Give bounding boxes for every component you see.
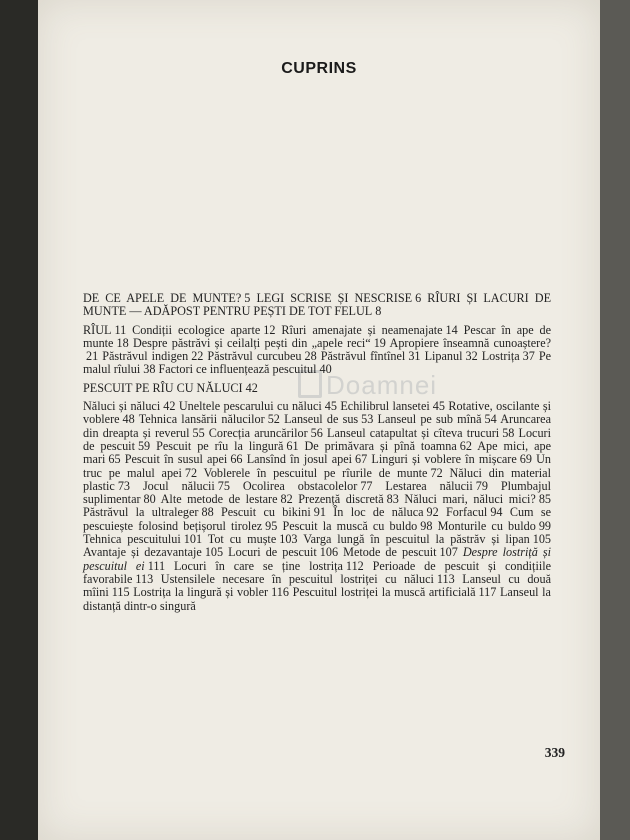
- toc-entry-title: Echilibrul lansetei: [340, 399, 430, 414]
- toc-entry: [83, 545, 223, 559]
- page-title: CUPRINS: [281, 60, 357, 77]
- toc-entry: [293, 492, 399, 506]
- toc-entry-title: Pescuit la muscă cu buldo: [282, 518, 418, 533]
- toc-entry-title: Lanseul cu două mîini: [83, 571, 552, 600]
- toc-entry: [126, 323, 275, 337]
- toc-entry-page: 79: [475, 478, 488, 493]
- toc-entry-page: 45: [324, 399, 337, 414]
- toc-entry-page: 72: [430, 465, 443, 480]
- toc-entry-page: 80: [143, 492, 156, 507]
- toc-entry-page: 95: [265, 518, 278, 533]
- toc-entry-page: 72: [184, 465, 198, 480]
- toc-entry-title: Tot cu muște: [207, 532, 277, 547]
- toc-entry-title: Ocolirea obstacolelor: [242, 478, 358, 493]
- toc-entry-title: RÎUL: [83, 322, 112, 337]
- toc-entry-title: Năluci mari, năluci mici?: [404, 492, 536, 507]
- toc-entry: [83, 323, 126, 337]
- toc-entry-page: 42: [245, 380, 258, 395]
- toc-entry-title: Condiții ecologice aparte: [132, 322, 261, 337]
- toc-entry: [478, 349, 535, 363]
- toc-entry-page: 112: [345, 558, 364, 573]
- toc-entry: [175, 399, 337, 413]
- toc-entry-page: 61: [286, 438, 299, 453]
- toc-entry-page: 55: [192, 425, 205, 440]
- toc-entry-page: 99: [538, 518, 551, 533]
- toc-entry-page: 105: [204, 545, 224, 560]
- toc-entry-page: 22: [191, 349, 204, 364]
- toc-entry: [83, 505, 214, 519]
- toc-entry-title: Lansînd în josul apei: [246, 452, 353, 467]
- toc-entry-page: 82: [280, 492, 293, 507]
- toc-entry-page: 75: [217, 478, 230, 493]
- toc-entry-page: 6: [415, 291, 422, 305]
- toc-entry-title: În loc de năluca: [333, 505, 424, 520]
- toc-entry-title: Pe malul rîului: [83, 349, 552, 377]
- toc-entry-title: Păstrăvul indigen: [102, 349, 189, 364]
- toc-entry-title: Lostrița la lingură și vobler: [133, 585, 269, 600]
- toc-entry-page: 38: [143, 362, 156, 377]
- toc-entry-page: 37: [522, 349, 535, 364]
- toc-entry: [203, 349, 316, 363]
- toc-entry: [399, 492, 551, 506]
- toc-entry: [121, 452, 243, 466]
- toc-entry-page: 77: [360, 478, 373, 493]
- toc-entry-title: Prezență discretă: [298, 492, 384, 507]
- toc-entry: [289, 585, 496, 599]
- toc-entry: [165, 559, 364, 573]
- toc-entry-title: Perioade de pescuit și condițiile favorabile: [83, 558, 552, 586]
- toc-entry-title: Păstrăvul la ultraleger: [83, 505, 199, 520]
- toc-entry-title: Forfacul: [446, 505, 488, 520]
- toc-entry-page: 56: [310, 425, 323, 440]
- toc-entry-title: Păstrăvul curcubeu: [207, 349, 302, 364]
- toc-entry: [373, 479, 488, 493]
- toc-entry-title: Pescuitul lostriței la muscă artificială: [292, 585, 476, 600]
- toc-entry-page: 111: [147, 558, 166, 573]
- toc-entry-page: 48: [122, 412, 135, 427]
- toc-entry-page: 98: [420, 518, 433, 533]
- toc-entry-page: 52: [267, 412, 280, 427]
- toc-entry-page: 83: [386, 492, 399, 507]
- toc-entry: [153, 572, 454, 586]
- toc-entry-title: PESCUIT PE RÎU CU NĂLUCI: [83, 380, 243, 395]
- toc-entry-title: Plumbajul suplimentar: [83, 478, 551, 507]
- toc-entry-page: 54: [484, 412, 497, 427]
- toc-entry-page: 62: [459, 438, 472, 453]
- toc-entry-title: Năluci din material plastic: [83, 465, 551, 493]
- toc-entry-title: Lostrița: [481, 349, 520, 364]
- toc-entry: [155, 362, 331, 376]
- toc-entry-page: 8: [375, 304, 382, 319]
- toc-entry-title: Lipanul: [424, 349, 463, 364]
- toc-entry-page: 19: [373, 335, 386, 350]
- toc-entry-page: 42: [163, 399, 176, 414]
- toc-entry-page: 69: [519, 452, 532, 467]
- toc-entry: [202, 532, 297, 546]
- toc-entry-title: De primăvara și pînă toamna: [304, 438, 457, 453]
- toc-entry-title: Varga lungă în pescuitul la păstrăv și lipan: [303, 532, 530, 547]
- toc-entry-page: 40: [319, 362, 332, 377]
- toc-entry-page: 12: [263, 322, 276, 337]
- toc-entry-page: 5: [244, 291, 251, 305]
- toc-entry: [83, 532, 202, 546]
- toc-entry: [130, 585, 289, 599]
- toc-entry-title: Rotative, oscilante și voblere: [83, 399, 551, 427]
- toc-entry: [421, 349, 478, 363]
- toc-entry-title: Locuri de pescuit: [83, 425, 552, 453]
- toc-entry: [135, 412, 280, 426]
- toc-entry: [326, 505, 439, 519]
- toc-entry: [150, 439, 298, 453]
- toc-entry-title: Alte metode de lestare: [160, 492, 278, 507]
- toc-entry-page: 92: [426, 505, 439, 520]
- toc-entry: [338, 545, 458, 559]
- toc-entry-page: 18: [116, 335, 129, 350]
- toc-entry-title: Ustensilele necesare în pescuitul lostriței cu năluci: [160, 571, 434, 586]
- toc-entry-title: Locuri în care se ține lostrița: [173, 558, 343, 573]
- toc-entry-title: Lanseul catapultat și cîteva trucuri: [327, 425, 500, 440]
- toc-entry-title: Lanseul pe sub mînă: [377, 412, 482, 427]
- toc-entry-page: 116: [271, 585, 289, 600]
- toc-entry-title: Ape mici, ape mari: [83, 438, 552, 467]
- toc-entry: [277, 519, 432, 533]
- toc-entry: [129, 336, 386, 350]
- toc-entry-title: Corecția aruncărilor: [208, 425, 308, 440]
- table-of-contents: [83, 292, 551, 618]
- toc-entry-page: 91: [313, 505, 326, 520]
- toc-entry-title: Pescuit pe rîu la lingură: [156, 438, 284, 453]
- toc-entry: [83, 399, 175, 413]
- toc-entry-page: 101: [183, 532, 203, 547]
- toc-entry-page: 14: [445, 322, 458, 337]
- toc-entry: [243, 452, 368, 466]
- toc-entry-page: 117: [478, 585, 497, 600]
- toc-entry-title: Lestarea nălucii: [385, 478, 473, 493]
- toc-entry: [83, 291, 250, 305]
- toc-entry-title: RÎURI ȘI LACURI DE MUNTE — ADĂPOST PENTRU PEȘTI DE TOT FELUL: [83, 291, 552, 319]
- toc-entry-title: Avantaje și dezavantaje: [83, 545, 202, 560]
- toc-entry: [214, 505, 326, 519]
- toc-entry: [275, 323, 457, 337]
- toc-entry-title: Tehnica lansării nălucilor: [138, 412, 265, 427]
- toc-entry: [230, 479, 373, 493]
- toc-entry-title: Un truc pe malul apei: [83, 452, 552, 480]
- toc-section: [83, 292, 551, 319]
- toc-entry: [432, 519, 551, 533]
- toc-section: [83, 324, 551, 377]
- toc-entry-title: Lanseul de sus: [284, 412, 359, 427]
- toc-entry-page: 32: [465, 349, 478, 364]
- toc-entry: [156, 492, 293, 506]
- toc-entry-page: 88: [201, 505, 214, 520]
- toc-entry-title: Pescuit cu bikini: [220, 505, 311, 520]
- toc-entry-title: Tehnica pescuitului: [83, 532, 181, 547]
- toc-entry-page: 115: [111, 585, 130, 600]
- toc-entry: [130, 479, 230, 493]
- toc-entry-page: 65: [108, 452, 121, 467]
- toc-entry-page: 107: [439, 545, 458, 560]
- toc-entry-title: Năluci și năluci: [83, 399, 161, 414]
- toc-entry: [223, 545, 338, 559]
- background-edge: [600, 0, 630, 840]
- toc-entry-title: Rîuri amenajate și neamenajate: [281, 322, 443, 337]
- toc-entry-page: 66: [230, 452, 243, 467]
- toc-entry-page: 28: [304, 349, 317, 364]
- toc-entry-title: Cum se pescuiește folosind bețișorul tirolez: [83, 505, 551, 533]
- book-page: [38, 0, 600, 840]
- toc-entry-title: Despre lostriță și pescuitul ei: [83, 545, 552, 573]
- watermark-text: Doamnei: [326, 370, 438, 400]
- toc-entry: [83, 381, 258, 395]
- toc-entry: [299, 439, 472, 453]
- toc-entry: [439, 505, 503, 519]
- toc-entry-title: Despre păstrăvi și ceilalți pești din „apele reci“: [132, 335, 371, 350]
- toc-entry-page: 53: [361, 412, 374, 427]
- toc-entry: [98, 349, 203, 363]
- toc-entry-page: 106: [319, 545, 339, 560]
- toc-entry-page: 94: [490, 505, 503, 520]
- toc-entry-title: Factori ce influențează pescuitul: [158, 362, 317, 377]
- toc-entry-page: 58: [502, 425, 515, 440]
- toc-entry-title: Pescar în ape de munte: [83, 322, 552, 350]
- toc-entry-page: 73: [117, 478, 131, 493]
- toc-entry: [205, 426, 323, 440]
- toc-entry-page: 113: [436, 571, 455, 586]
- toc-entry-title: Lanseul la distanță dintr-o singură: [83, 585, 551, 613]
- toc-entry: [337, 399, 445, 413]
- toc-entry-page: 31: [408, 349, 421, 364]
- toc-entry-page: 59: [137, 438, 151, 453]
- toc-entry-page: 45: [432, 399, 445, 414]
- toc-entry: [367, 452, 532, 466]
- toc-entry-title: Monturile cu buldo: [437, 518, 536, 533]
- toc-entry-page: 103: [279, 532, 298, 547]
- toc-entry-page: 105: [532, 532, 552, 547]
- toc-entry-page: 85: [538, 492, 551, 507]
- toc-entry-title: Uneltele pescarului cu năluci: [178, 399, 322, 414]
- toc-entry-title: Apropiere înseamnă cunoaștere?: [389, 335, 552, 350]
- toc-entry: [280, 412, 373, 426]
- toc-entry-title: Metode de pescuit: [343, 545, 437, 560]
- toc-entry-page: 11: [114, 322, 127, 337]
- toc-section: [83, 382, 551, 395]
- toc-section: [83, 400, 551, 613]
- toc-entry: [373, 412, 496, 426]
- toc-entry-title: Păstrăvul fîntînel: [320, 349, 406, 364]
- toc-entry-title: Voblerele în pescuitul pe rîurile de munte: [203, 465, 428, 480]
- toc-entry-title: Jocul nălucii: [142, 478, 215, 493]
- toc-entry-page: 67: [355, 452, 368, 467]
- toc-entry-title: Linguri și voblere în mișcare: [371, 452, 517, 467]
- toc-entry: [250, 291, 421, 305]
- page-number: 339: [544, 745, 565, 760]
- toc-entry-title: Aruncarea din dreapta și reverul: [83, 412, 551, 440]
- toc-entry: [197, 466, 443, 480]
- toc-entry-page: 113: [135, 571, 154, 586]
- toc-entry: [317, 349, 421, 363]
- toc-entry-page: 21: [86, 349, 99, 364]
- toc-entry-title: Locuri de pescuit: [228, 545, 317, 560]
- toc-entry-title: Pescuit în susul apei: [124, 452, 228, 467]
- toc-entry-title: DE CE APELE DE MUNTE?: [83, 291, 242, 305]
- toc-entry: [298, 532, 552, 546]
- toc-entry: [323, 426, 515, 440]
- toc-entry-title: LEGI SCRISE ȘI NESCRISE: [256, 291, 413, 305]
